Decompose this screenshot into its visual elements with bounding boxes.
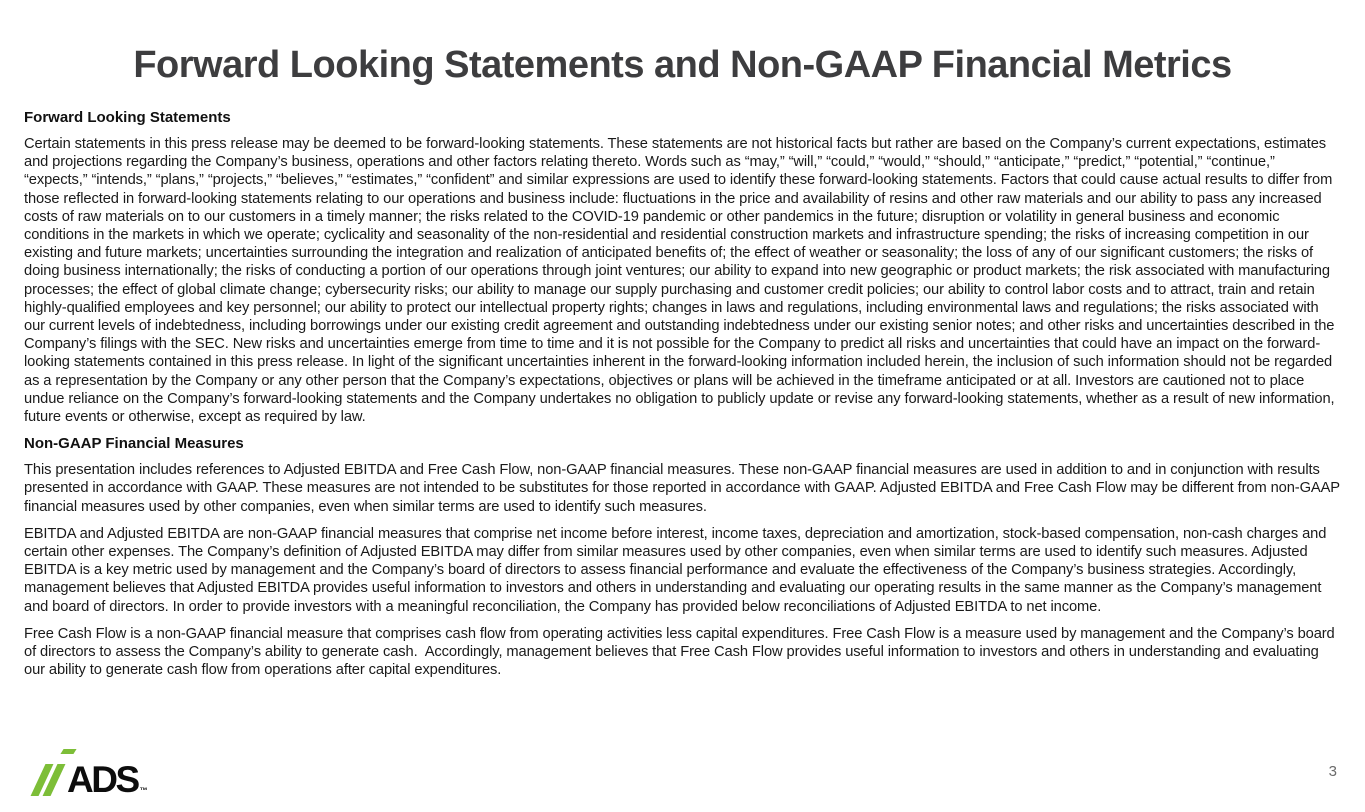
paragraph-adjusted-ebitda: EBITDA and Adjusted EBITDA are non-GAAP financial measures that comprise net income before interest, income taxes, depreciation and amortization, stock-based compensation, non-cash charges and certain other expenses. The Company’s definition of Adjusted EBITDA may differ from similar measures used by other companies, even when similar terms are used to identify such measures. Adjusted EBITDA is a key metric used by management and the Company’s board of directors to assess financial performance and evaluate the effectiveness of the Company’s business strategies. Accordingly, management believes that Adjusted EBITDA provides useful information to investors and others in understanding and evaluating our operating results in the same manner as the Company’s management and board of directors. In order to provide investors with a meaningful reconciliation, the Company has provided below reconciliations of Adjusted EBITDA to net income. bbox=[24, 525, 1331, 615]
paragraph-forward-looking: Certain statements in this press release may be deemed to be forward-looking statements. These statements are not historical facts but rather are based on the Company’s current expectations, estimates and projections regarding the Company’s business, operations and other factors relating thereto. Words such as “may,” “will,” “could,” “would,” “should,” “anticipate,” “predict,” “potential,” “continue,” “expects,” “intends,” “plans,” “projects,” “believes,” “estimates,” “confident” and similar expressions are used to identify these forward-looking statements. Factors that could cause actual results to differ from those reflected in forward-looking statements relating to our operations and business include: fluctuations in the price and availability of resins and other raw materials and our ability to pass any increased costs of raw materials on to our customers in a timely manner; the risks related to the COVID-19 pandemic or other pandemics in the future; disruption or volatility in general business and economic conditions in the markets in which we operate; cyclicality and seasonality of the non-residential and residential construction markets and infrastructure spending; the risks of increasing competition in our existing and future markets; uncertainties surrounding the integration and realization of anticipated benefits of; the effect of weather or seasonality; the loss of any of our significant customers; the risks of doing business internationally; the risks of conducting a portion of our operations through joint ventures; our ability to expand into new geographic or product markets; the risk associated with manufacturing processes; the effect of global climate change; cybersecurity risks; our ability to manage our supply purchasing and customer credit policies; our ability to control labor costs and to attract, train and retain highly-qualified employees and key personnel; our ability to protect our intellectual property rights; changes in laws and regulations, including environmental laws and regulations; the risks associated with our current levels of indebtedness, including borrowings under our existing credit agreement and outstanding indebtedness under our existing senior notes; and other risks and uncertainties described in the Company’s filings with the SEC. New risks and uncertainties emerge from time to time and it is not possible for the Company to predict all risks and uncertainties that could have an impact on the forward-looking statements contained in this press release. In light of the significant uncertainties inherent in the forward-looking information included herein, the inclusion of such information should not be regarded as a representation by the Company or any other person that the Company’s expectations, objectives or plans will be achieved in the timeframe anticipated or at all. Investors are cautioned not to place undue reliance on the Company’s forward-looking statements and the Company undertakes no obligation to publicly update or revise any forward-looking statements, whether as a result of new information, future events or otherwise, except as required by law. bbox=[24, 136, 1339, 426]
section-forward-looking bbox=[24, 109, 1341, 426]
page-title: Forward Looking Statements and Non-GAAP Financial Metrics bbox=[133, 44, 1232, 86]
paragraph-non-gaap-intro: This presentation includes references to Adjusted EBITDA and Free Cash Flow, non-GAAP financial measures. These non-GAAP financial measures are used in addition to and in conjunction with results presented in accordance with GAAP. These measures are not intended to be substitutes for those reported in accordance with GAAP. Adjusted EBITDA and Free Cash Flow may be different from non-GAAP financial measures used by other companies, even when similar terms are used to identify such measures. bbox=[24, 462, 1344, 515]
logo-text: ADS bbox=[67, 759, 138, 800]
slide-body bbox=[0, 109, 1365, 679]
page-number: 3 bbox=[1328, 763, 1337, 780]
section-heading-non-gaap: Non-GAAP Financial Measures bbox=[24, 435, 244, 453]
logo-trademark: ™ bbox=[139, 786, 148, 795]
logo-slashes-icon bbox=[38, 764, 62, 796]
section-non-gaap bbox=[24, 435, 1344, 679]
paragraph-free-cash-flow: Free Cash Flow is a non-GAAP financial measure that comprises cash flow from operating activities less capital expenditures. Free Cash Flow is a measure used by management and the Company’s board of directors to assess the Company’s ability to generate cash. Accordingly, management believes that Free Cash Flow provides useful information to investors and others in understanding and evaluating our ability to generate cash flow from operations after capital expenditures. bbox=[24, 625, 1339, 679]
logo-accent-dash-icon bbox=[60, 749, 76, 754]
section-heading-forward-looking: Forward Looking Statements bbox=[24, 109, 231, 126]
company-logo bbox=[38, 754, 148, 800]
slide-footer bbox=[0, 748, 1365, 804]
slide bbox=[0, 44, 1365, 812]
